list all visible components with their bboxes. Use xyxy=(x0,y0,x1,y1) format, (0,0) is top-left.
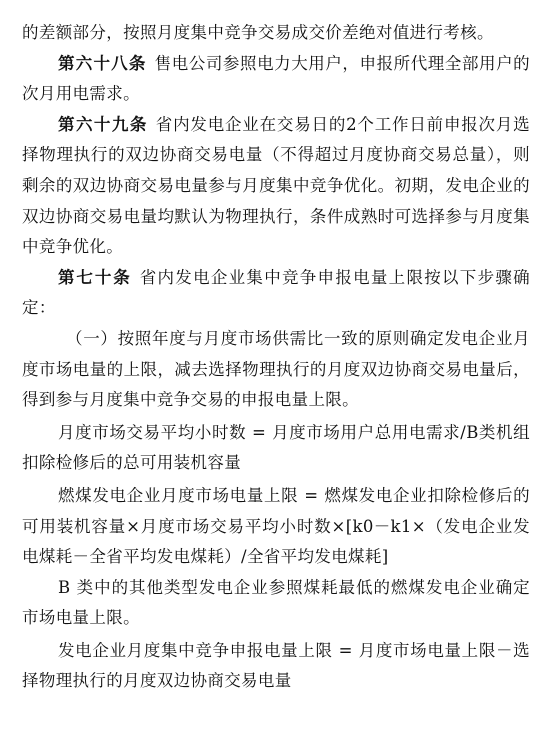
article-70 xyxy=(22,263,530,324)
article-69-heading: 第六十九条 xyxy=(58,114,148,134)
article-70-heading: 第七十条 xyxy=(58,267,132,287)
note-class-b: B 类中的其他类型发电企业参照煤耗最低的燃煤发电企业确定市场电量上限。 xyxy=(22,577,530,628)
document-page xyxy=(22,18,530,697)
article-68-heading: 第六十八条 xyxy=(58,53,147,73)
article-68-body: 售电公司参照电力大用户，申报所代理全部用户的次月用电需求。 xyxy=(22,53,531,104)
article-69-body: 省内发电企业在交易日的2个工作日前申报次月选择物理执行的双边协商交易电量（不得超过月度协商交易总量），则剩余的双边协商交易电量参与月度集中竞争优化。初期，发电企业的双边协商交易电量均默认为物理执行，条件成熟时可选择参与月度集中竞争优化。 xyxy=(22,114,531,257)
item-1-paragraph: （一）按照年度与月度市场供需比一致的原则确定发电企业月度市场电量的上限，减去选择物理执行的月度双边协商交易电量后，得到参与月度集中竞争交易的申报电量上限。 xyxy=(22,328,530,410)
article-69 xyxy=(22,110,530,263)
paragraph-continuation: 的差额部分，按照月度集中竞争交易成交价差绝对值进行考核。 xyxy=(22,23,494,42)
article-70-body: 省内发电企业集中竞争申报电量上限按以下步骤确定： xyxy=(22,267,531,318)
article-68 xyxy=(22,49,530,110)
formula-declared-upper-limit: 发电企业月度集中竞争申报电量上限 = 月度市场电量上限－选择物理执行的月度双边协商交易电量 xyxy=(22,640,530,691)
formula-average-hours: 月度市场交易平均小时数 = 月度市场用户总用电需求/B类机组扣除检修后的总可用装机容量 xyxy=(22,422,530,473)
formula-coal-upper-limit: 燃煤发电企业月度市场电量上限 = 燃煤发电企业扣除检修后的可用装机容量×月度市场交易平均小时数×[k0－k1×（发电企业发电煤耗－全省平均发电煤耗）/全省平均发电煤耗] xyxy=(22,485,530,567)
